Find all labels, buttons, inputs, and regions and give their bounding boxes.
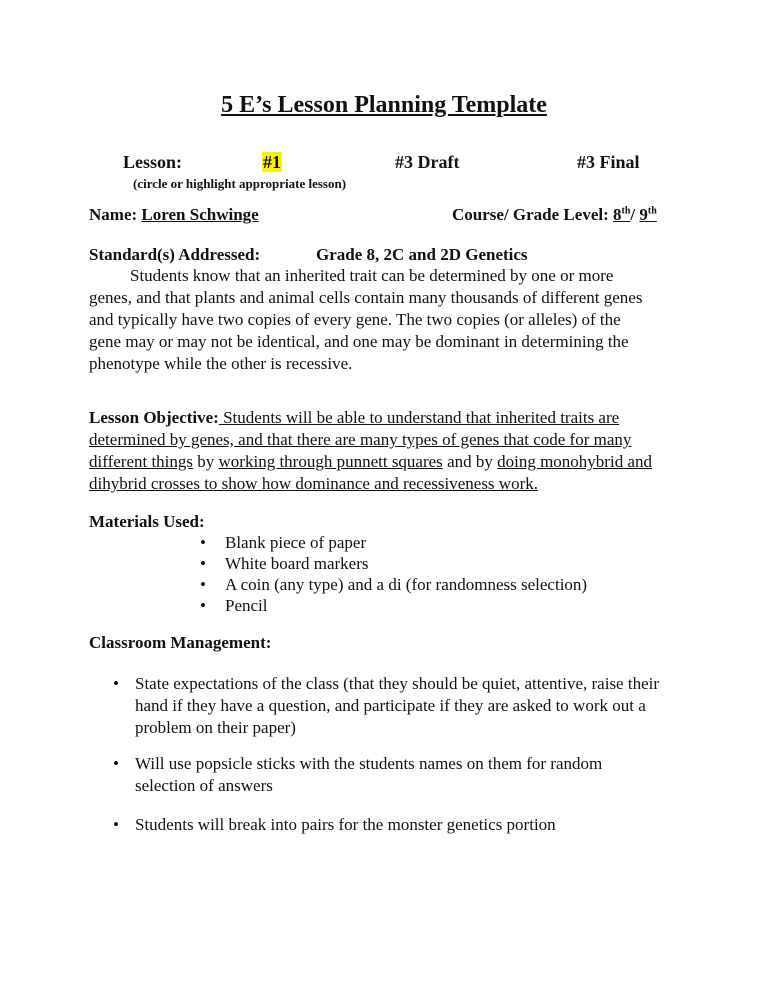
lesson-option-final: #3 Final [577,152,640,172]
materials-item: Pencil [225,596,268,615]
standard-line-5: phenotype while the other is recessive. [89,354,353,373]
lesson-note: (circle or highlight appropriate lesson) [133,176,347,191]
course-grade-2-num: 9 [639,205,648,224]
objective-text-3a: different things [89,452,194,471]
classroom-item-1-line-2: hand if they have a question, and participate if they are asked to work out a [135,696,646,715]
standard-value: Grade 8, 2C and 2D Genetics [316,245,528,264]
materials-bullet-2: • [200,554,206,573]
standard-label: Standard(s) Addressed: [89,245,261,264]
classroom-item-3-line-1: Students will break into pairs for the monster genetics portion [135,815,556,834]
course-grade-2 [639,205,656,224]
materials-label: Materials Used: [89,512,205,531]
lesson-option-1-highlight: #1 [263,152,281,172]
materials-bullet-4: • [200,596,206,615]
objective-line-3 [89,452,652,472]
materials-item: Blank piece of paper [225,533,367,552]
course-row [452,205,657,225]
objective-line-4: dihybrid crosses to show how dominance and recessiveness work. [89,474,538,493]
materials-bullet-1: • [200,533,206,552]
standard-line-2: genes, and that plants and animal cells contain many thousands of different genes [89,288,643,307]
name-value: Loren Schwinge [141,205,259,224]
standard-line-3: and typically have two copies of every gene. The two copies (or alleles) of the [89,310,621,329]
objective-text-3e: doing monohybrid and [497,452,652,471]
classroom-item-1-line-3: problem on their paper) [135,718,296,737]
standard-line-4: gene may or may not be identical, and one may be dominant in determining the [89,332,629,351]
classroom-item-2-line-1: Will use popsicle sticks with the students names on them for random [135,754,603,773]
course-grade-2-sup: th [647,205,657,217]
objective-label: Lesson Objective: [89,408,219,427]
course-label: Course/ Grade Level: [452,205,609,224]
classroom-bullet-2: • [113,754,119,773]
name-label: Name: [89,205,138,224]
materials-bullet-3: • [200,575,206,594]
classroom-item-1-line-1: State expectations of the class (that they should be quiet, attentive, raise their [135,674,660,693]
course-grade-1-sup: th [621,205,631,217]
lesson-option-1 [262,152,282,173]
objective-text-3c: working through punnett squares [218,452,443,471]
materials-item: White board markers [225,554,369,573]
classroom-bullet-3: • [113,815,119,834]
standard-line-1: Students know that an inherited trait can be determined by one or more [130,266,614,285]
objective-text-3d: and by [442,452,498,471]
classroom-item-2-line-2: selection of answers [135,776,273,795]
lesson-label: Lesson: [123,152,183,172]
lesson-option-draft: #3 Draft [395,152,460,172]
classroom-label: Classroom Management: [89,633,272,652]
objective-text-1: Students will be able to understand that inherited traits are [218,408,620,427]
objective-line-2: determined by genes, and that there are many types of genes that code for many [89,430,632,449]
objective-text-3b: by [193,452,219,471]
materials-item: A coin (any type) and a di (for randomness selection) [225,575,588,594]
course-grade-1-num: 8 [613,205,622,224]
classroom-bullet-1: • [113,674,119,693]
course-grade-1 [613,205,630,224]
name-row [89,205,259,225]
page-title: 5 E’s Lesson Planning Template [221,92,547,118]
course-sep: / [630,205,640,224]
objective-line-1 [89,408,619,428]
